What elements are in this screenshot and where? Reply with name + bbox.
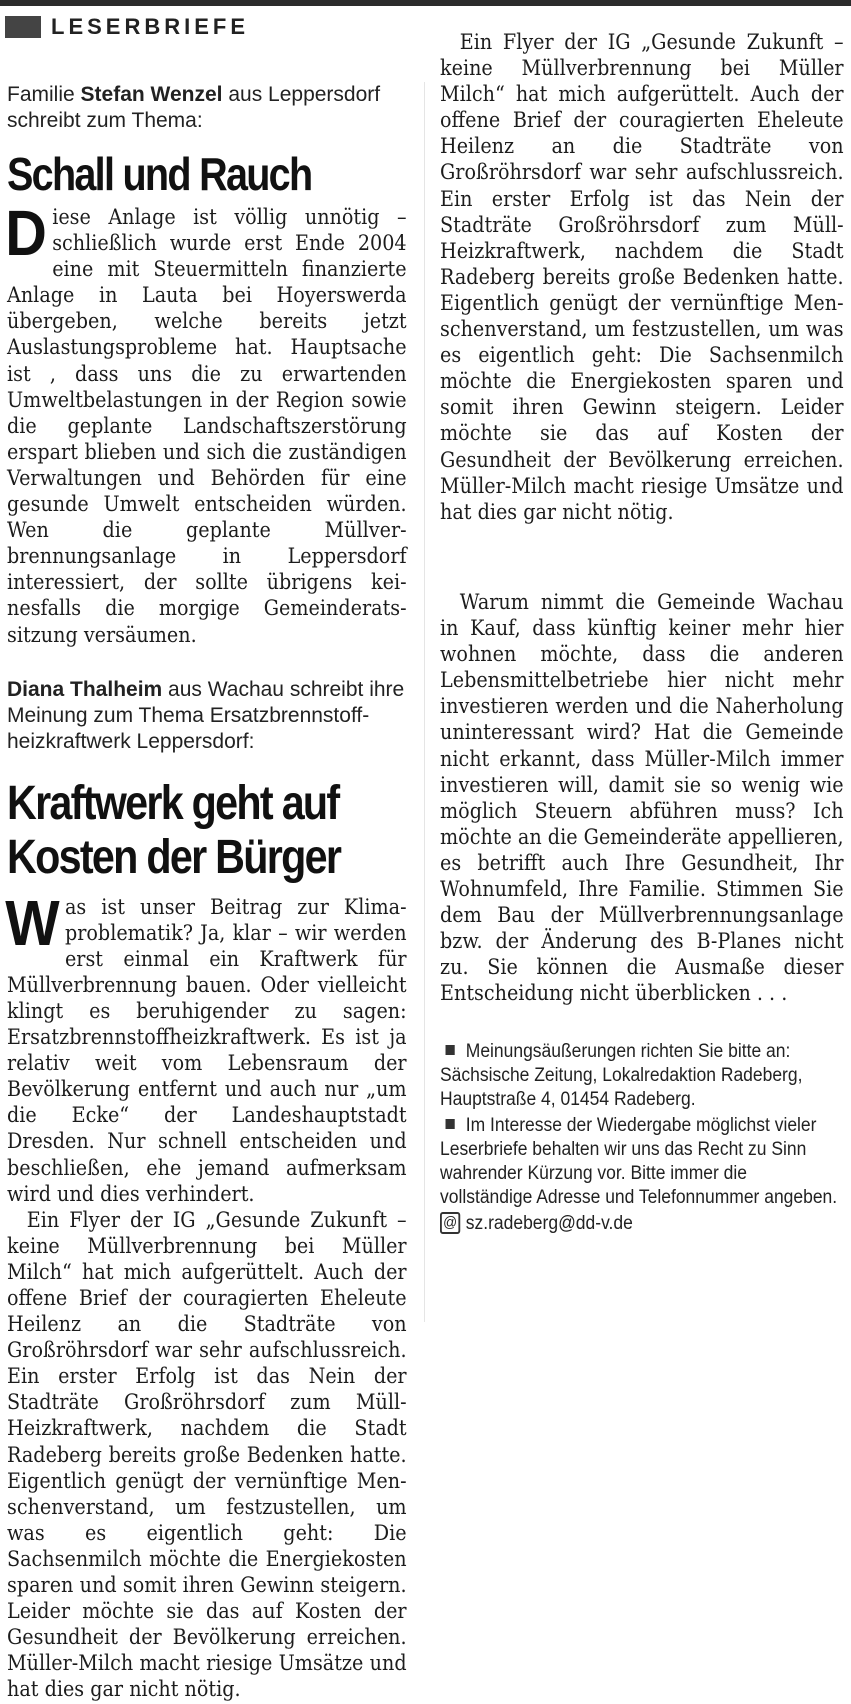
bullet-icon [446, 1045, 455, 1055]
letter2-dropcap: W [5, 886, 60, 959]
bullet-icon [446, 1119, 455, 1129]
notice-item-2 [440, 1114, 841, 1210]
p2-continuation-window [440, 30, 844, 588]
notice-text-1: Meinungsäußerungen richten Sie bitte an: Sächsische Zeitung, Lokalredaktion Radeberg, Hauptstraße 4, 01454 Radeberg. [440, 1040, 803, 1110]
headline-line1: Kraftwerk geht auf [7, 776, 339, 830]
letter2-intro [7, 677, 407, 755]
letter2-body-p3: Warum nimmt die Gemeinde Wachau in Kauf, dass künftig keiner mehr hier wohnen möchte, dass die anderen Lebensmittelbetriebe hier nicht mehr investieren werden und die Naherholung uninteressant wird? Hat die Gemeinde nicht erkannt, dass Müller-Milch immer investieren will, damit sie so wenig wie möglich Steuern abführen muss? Ich möchte an die Gemeinderäte appellieren, es betrifft auch Ihre Gesundheit, Ihr Wohnumfeld, Ihre Familie. Stimmen Sie dem Bau der Müllverbrennungsanlage bzw. der Änderung des B-Planes nicht zu. Sie können die Ausmaße dieser Entscheidung nicht überblicken . . . [440, 590, 844, 1007]
header-block [5, 16, 41, 38]
letter2-text-p1: as ist unser Beitrag zur Klimaproblematik? Ja, klar – wir werden erst einmal ein Kraftwerk für Müllverbrennung bauen. Oder vielleicht klingt es beruhigender zu sagen: Ersatzbrennstoffheizkraftwerk. Es ist ja relativ weit vom Lebensraum der Bevölkerung entfernt und auch nur „um die Ecke“ der Landeshauptstadt Dresden. Nur schnell entscheiden und beschließen, ehe jemand aufmerksam wird und dies verhindert. [7, 894, 407, 1207]
letter1-text: iese Anlage ist völlig unnötig – schließlich wurde erst Ende 2004 eine mit Steuermitteln finanzierte Anlage in Lauta bei Hoyerswerda übergeben, welche bereits jetzt Auslastungsprobleme hat. Hauptsache ist , dass uns die zu erwartenden Umweltbelastungen in der Region sowie die geplante Landschaftszerstörung erspart blieben und sich die zuständigen Verwaltungen und Behörden für eine gesunde Umwelt entscheiden würden. Wen die geplante Müllverbrennungsanlage in Leppersdorf interessiert, der sollte übrigens keinesfalls die morgige Gemeinderatssitzung versäumen. [7, 205, 407, 648]
column-separator [424, 82, 425, 1322]
letter2-body-p1 [5, 886, 407, 1208]
letter1-body [5, 197, 407, 649]
headline-line2: Kosten der Bürger [7, 830, 341, 884]
letter2-intro-suffix: aus Wachau schreibt ihre Meinung zum Thema Ersatzbrennstoffheizkraftwerk Leppersdorf: [7, 677, 405, 753]
section-title: LESERBRIEFE [51, 14, 250, 39]
top-rule [0, 0, 851, 6]
email-address[interactable]: sz.radeberg@dd-v.de [465, 1212, 633, 1234]
intro-prefix: Familie [7, 83, 81, 106]
right-column [440, 30, 844, 1340]
notice-box [440, 1040, 844, 1236]
left-column [5, 82, 407, 1703]
section-header [5, 14, 249, 40]
notice-item-1 [440, 1040, 841, 1112]
letter1-intro [7, 82, 407, 134]
letter2-body-p2-start: Ein Flyer der IG „Gesunde Zukunft – keine Müllverbrennung bei Müller Milch“ hat mich aufgerüttelt. Auch der offene Brief der couragierten Eheleute Heilenz an die Stadträte von Großröhrsdorf war sehr aufschlussreich. Ein erster Erfolg ist das Nein der Stadträte Großröhrsdorf zum Müll-Heizkraftwerk, nachdem die Stadt Radeberg bereits große Bedenken hatte. Eigentlich genügt der vernünftige Menschenverstand, um festzustellen, um was es eigentlich geht: Die Sachsenmilch möchte die Energiekosten sparen und somit ihren Gewinn steigern. Leider möchte sie das auf Kosten der Gesundheit der Bevölkerung erreichen. Müller-Milch macht riesige Umsätze und hat dies gar nicht nötig. [7, 1207, 407, 1703]
letter2-author: Diana Thalheim [7, 677, 163, 701]
letter1-author: Stefan Wenzel [80, 83, 223, 106]
letter1-headline: Schall und Rauch [7, 148, 312, 200]
letter2-headline [7, 777, 351, 885]
notice-email [440, 1212, 841, 1236]
at-icon: @ [440, 1212, 460, 1234]
intro-suffix: aus Leppersdorf schreibt zum Thema: [7, 83, 381, 132]
notice-text-2: Im Interesse der Wiedergabe möglichst vieler Leserbriefe behalten wir uns das Recht zu Sinn wahrender Kürzung vor. Bitte immer die vollständige Adresse und Telefonnummer angeben. [440, 1114, 838, 1208]
letter2-body-p2: Ein Flyer der IG „Gesunde Zukunft – keine Müllverbrennung bei Müller Milch“ hat mich aufgerüttelt. Auch der offene Brief der couragierten Eheleute Heilenz an die Stadträte von Großröhrsdorf war sehr aufschlussreich. Ein erster Erfolg ist das Nein der Stadträte Großröhrsdorf zum Müll-Heizkraftwerk, nachdem die Stadt Radeberg bereits große Bedenken hatte. Eigentlich genügt der vernünftige Menschenverstand, um festzustellen, um was es eigentlich geht: Die Sachsenmilch möchte die Energiekosten sparen und somit ihren Gewinn steigern. Leider möchte sie das auf Kosten der Gesundheit der Bevölkerung erreichen. Müller-Milch macht riesige Umsätze und hat dies gar nicht nötig. [440, 30, 844, 525]
letter1-dropcap: D [5, 197, 47, 269]
